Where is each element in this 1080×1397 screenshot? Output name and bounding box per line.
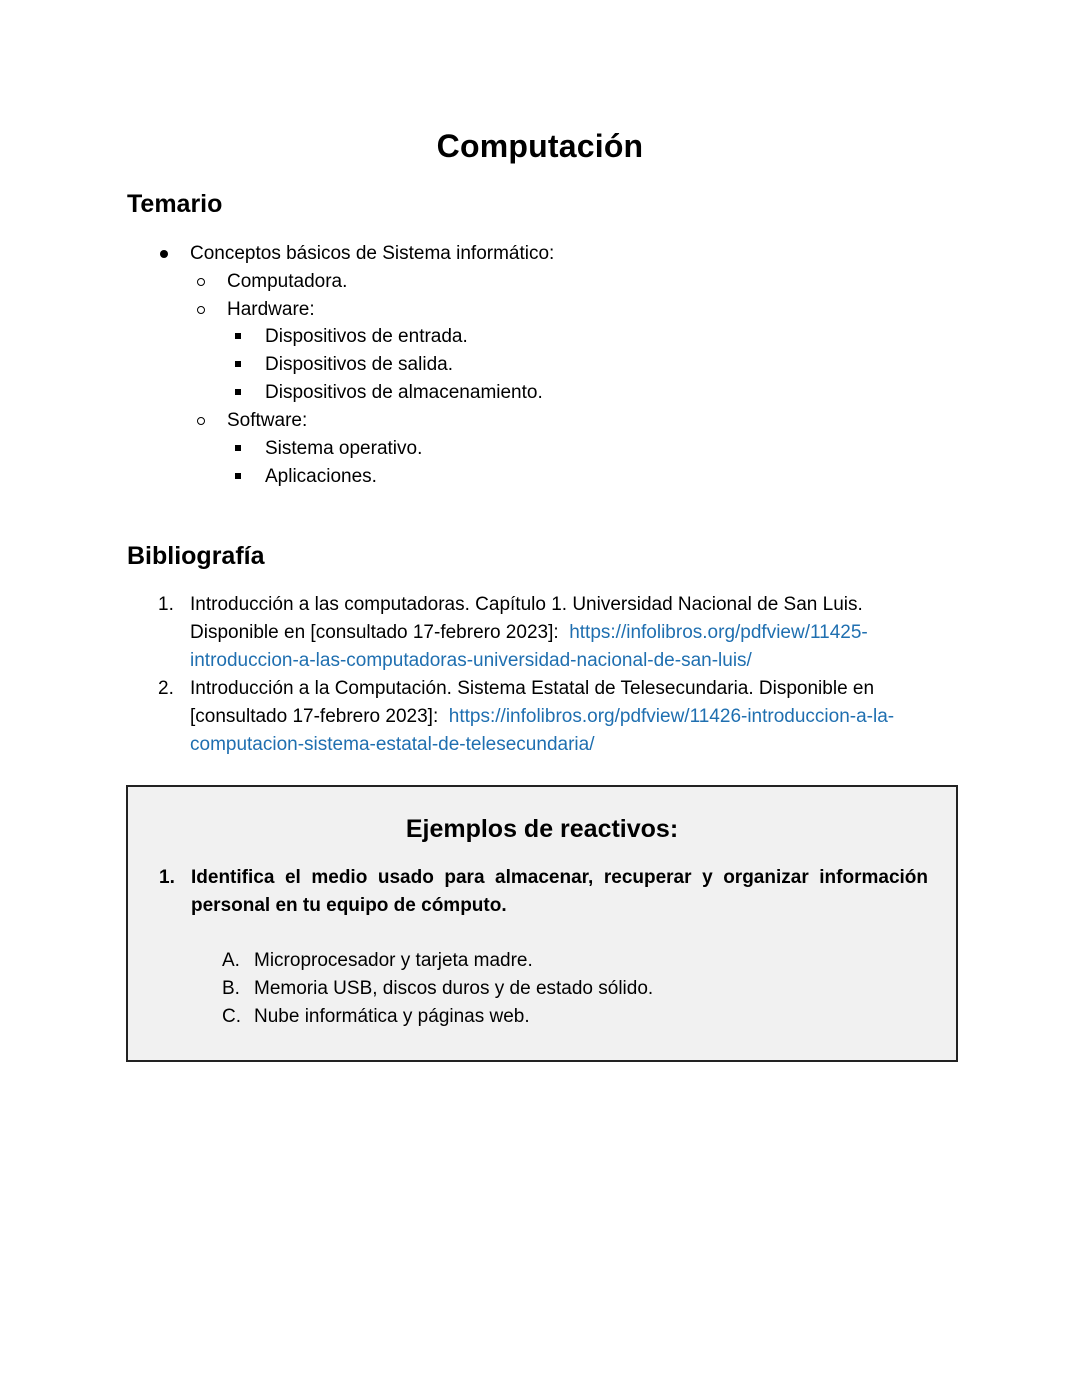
entry-text: Introducción a las computadoras. Capítulo 1. Universidad Nacional de San Luis. bbox=[190, 594, 863, 615]
bullet-disc-icon bbox=[160, 250, 168, 258]
temario-subsubitem: Sistema operativo. bbox=[265, 438, 423, 459]
option-letter: B. bbox=[222, 978, 240, 999]
entry-link[interactable]: https://infolibros.org/pdfview/11425- bbox=[569, 622, 868, 643]
temario-heading: Temario bbox=[127, 190, 223, 218]
temario-subsubitem: Dispositivos de almacenamiento. bbox=[265, 382, 543, 403]
entry-number: 2. bbox=[158, 678, 174, 699]
bullet-square-icon bbox=[235, 389, 241, 395]
temario-subsubitem: Dispositivos de salida. bbox=[265, 354, 453, 375]
option-text: Memoria USB, discos duros y de estado sólido. bbox=[254, 978, 654, 999]
entry-text bbox=[190, 703, 894, 731]
temario-subitem: Hardware: bbox=[227, 299, 315, 320]
bullet-circle-icon bbox=[197, 417, 205, 425]
reactivos-heading: Ejemplos de reactivos: bbox=[405, 815, 679, 843]
option-text: Microprocesador y tarjeta madre. bbox=[254, 950, 533, 971]
entry-link[interactable]: introduccion-a-las-computadoras-universidad-nacional-de-san-luis/ bbox=[190, 650, 752, 671]
temario-subitem: Computadora. bbox=[227, 271, 348, 292]
entry-text bbox=[190, 619, 868, 647]
document-title: Computación bbox=[436, 128, 644, 164]
bullet-square-icon bbox=[235, 473, 241, 479]
entry-consulted: [consultado 17-febrero 2023]: bbox=[190, 706, 439, 727]
bullet-circle-icon bbox=[197, 278, 205, 286]
option-text: Nube informática y páginas web. bbox=[254, 1006, 530, 1027]
entry-link-continued bbox=[190, 731, 594, 759]
bullet-square-icon bbox=[235, 361, 241, 367]
entry-link[interactable]: computacion-sistema-estatal-de-telesecundaria/ bbox=[190, 734, 595, 755]
question-number: 1. bbox=[159, 867, 175, 888]
option-letter: C. bbox=[222, 1006, 241, 1027]
temario-subsubitem: Dispositivos de entrada. bbox=[265, 326, 468, 347]
bibliografia-heading: Bibliografía bbox=[127, 542, 265, 570]
temario-item: Conceptos básicos de Sistema informático: bbox=[190, 243, 555, 264]
entry-text: Introducción a la Computación. Sistema Estatal de Telesecundaria. Disponible en bbox=[190, 678, 875, 699]
temario-subsubitem: Aplicaciones. bbox=[265, 466, 377, 487]
bullet-square-icon bbox=[235, 445, 241, 451]
question-text: Identifica el medio usado para almacenar, recuperar y organizar información personal en tu equipo de cómputo. bbox=[191, 867, 928, 916]
entry-link-continued bbox=[190, 647, 752, 675]
entry-link[interactable]: https://infolibros.org/pdfview/11426-introduccion-a-la- bbox=[448, 706, 895, 727]
reactivos-box bbox=[126, 785, 958, 1062]
entry-number: 1. bbox=[158, 594, 174, 615]
entry-consulted: Disponible en [consultado 17-febrero 2023]: bbox=[190, 622, 559, 643]
option-letter: A. bbox=[222, 950, 240, 971]
bullet-circle-icon bbox=[197, 306, 205, 314]
temario-subitem: Software: bbox=[227, 410, 308, 431]
bullet-square-icon bbox=[235, 333, 241, 339]
